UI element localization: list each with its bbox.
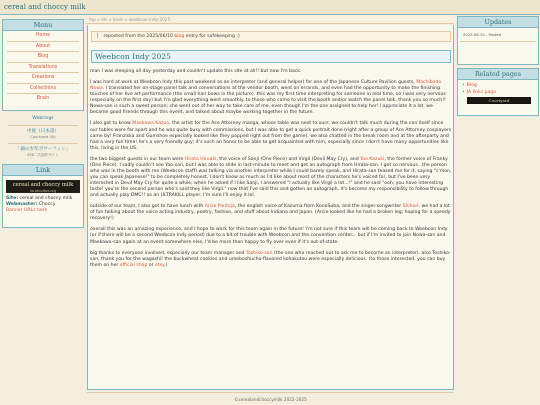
related-list [458, 80, 538, 96]
paragraph [90, 80, 452, 116]
menu-item-blog[interactable]: Blog [7, 52, 79, 63]
webmaster-label: Webmaster: [6, 201, 38, 207]
related-item-ja-links[interactable] [462, 89, 535, 96]
related-item-label[interactable]: Blog [466, 83, 477, 88]
post-body [90, 69, 452, 274]
link-panel [2, 164, 84, 228]
site-banner[interactable] [6, 180, 80, 193]
repost-mark-icon: ▏ [97, 34, 101, 39]
link-yao-kazuki[interactable]: Yao Kazuki [360, 156, 385, 162]
text: I also got to know [90, 121, 133, 127]
text: the two biggest guests in our team were [90, 156, 185, 162]
webmaster-value: Choccy [38, 201, 56, 207]
related-title: Related pages [458, 69, 538, 80]
link-maekawa-kazuo[interactable]: Maekawa Kazuo [132, 121, 170, 127]
paragraph [90, 251, 452, 269]
repost-prefix: reposted from the 2025/06/10 [103, 34, 175, 39]
related-panel [457, 68, 539, 116]
updates-title: Updates [458, 17, 538, 28]
site-value: cereal and choccy milk [19, 196, 73, 201]
text: , the english voice of Kazuma from KonoSuba, and the singer-songwriter [234, 204, 403, 210]
text: outside of our team, I also got to have lunch with [90, 204, 205, 210]
webring-link-courtyard[interactable]: 中庭（日本語） [26, 129, 60, 135]
post-title: Weebcon Indy 2025 [91, 50, 451, 63]
update-entry: 2025.06.10 - Posted [460, 28, 536, 42]
webrings-label[interactable]: Webrings [32, 116, 54, 121]
related-item-blog[interactable] [462, 82, 535, 89]
link-shihori[interactable]: Shihori [402, 204, 419, 210]
link-info [3, 193, 83, 214]
text: . we had a lot of fun talking about the voice acting industry, poetry, fashion, and stuff about Indiana and Japan. (Arcie looked like he had a broken leg; hoping for a speedy recovery!) [90, 204, 451, 222]
text: , the former voice of Franky (One Piece). I sadly couldn't see Yao-san, but I was able to slide in last-minute to meet and get an autograph from Hirata-san. I got so nervous...the person who was in the booth with me (Weebcon staff) was talking via another interpreter while I could barely speak, and Hirata-san teased me for it, saying "c'mon, you can speak Japanese!" to be completely honest, I don't know as much as I'd like about most of the characters he's voiced for, but I've been very interested in Devil May Cry for quite a while, when he asked if I like Sanji, I answered "I actually like Virgil a lot...!" and he said "ooh, you have interesting taste! you're the second person who's said they like Virgil." now that I've said this and gotten an autograph, it's become my responsibility to follow through and actually play DMC!! as an ULTRAKILL player, I'm sure I'll enjoy it lol. [90, 156, 452, 199]
menu-item-translations[interactable]: Translations [7, 63, 79, 74]
text: , the artist for the Ace Attorney manga, whose table was next to ours. we couldn't talk much during the con itself since our tables were far apart and he was quite busy with commissions, but I was able to get a quick portrait done (right after a group of Ace Attorney cosplayers came by! Franziska and Gumshoe especially looked like they popped right out from the game). we also chatted in the break room and at the afterparty and had a very fun time! he's a very friendly guy; it's such an honor to be able to get acquainted with him, especially since I don't have many opportunities like this, living in the US. [90, 121, 452, 151]
menu-panel [2, 19, 84, 111]
main-content [87, 25, 454, 390]
link-toshiko-san[interactable]: Toshiko-san [245, 250, 273, 256]
menu-item-about[interactable]: About [7, 42, 79, 53]
repost-suffix: entry for safekeeping :) [184, 34, 240, 39]
bullet-icon: • [462, 83, 465, 88]
bullet-icon: • [462, 90, 465, 95]
link-official-shop[interactable]: official shop [119, 262, 148, 268]
repost-blog-link[interactable]: blog [174, 34, 185, 39]
paragraph: man I was sleeping all day yesterday and couldn't update this site at all!! but now I'm back. [90, 69, 302, 74]
breadcrumb[interactable]: top » etc » brain » weebcon-indy-2025 [86, 15, 454, 24]
text: I was hard at work at Weebcon Indy this past weekend as an interpreter (and general helper) for one of the Japanese Culture Pavilion guests, [90, 80, 417, 86]
webring-sub-courtyard: Courtyard (JA) [30, 135, 56, 140]
footer: ©cerealandchoccymilk 2022-2025 [87, 392, 454, 405]
webring-link-fanfic[interactable]: 「錦の少年ポサーフィン」 [15, 146, 71, 152]
link-hirata-hiroaki[interactable]: Hirata Hiroaki [184, 156, 217, 162]
banner-sub: on neocities.org [30, 189, 56, 193]
paragraph [90, 157, 452, 199]
divider [8, 125, 78, 126]
link-etsy[interactable]: etsy [155, 262, 165, 268]
updates-panel [457, 16, 539, 65]
related-item-label[interactable]: JA links page [466, 90, 497, 95]
menu-title: Menu [3, 20, 83, 31]
paragraph [90, 121, 452, 151]
link-machibado-nowa[interactable]: Machibado Nowa [90, 80, 442, 92]
top-bar [0, 0, 540, 15]
text: , the voice of Sanji (One Piece) and Virgil (Devil May Cry), and [216, 156, 361, 162]
text: (the one who reached out to ask me to become an interpreter). also Toshiko-san, thank you for the wagashi! the buckwheat cookies and umeboshucha-flavored kohakutou were especially delicious. (to those interested, you can buy them on her [90, 250, 451, 268]
divider [8, 143, 78, 144]
menu-item-brain[interactable]: Brain [36, 96, 50, 101]
menu-item-home[interactable]: Home [7, 31, 79, 42]
paragraph [90, 204, 452, 222]
link-arcie-pantoja[interactable]: Arcie Pantoja [204, 204, 235, 210]
menu-item-collections[interactable]: Collections [7, 84, 79, 95]
text: big thanks to everyone involved, especially our team manager and [90, 250, 246, 256]
link-title: Link [3, 165, 83, 176]
webring-sub-fanfic: ATB二次創作サイト [27, 152, 59, 157]
paragraph: overall this was an amazing experience, and I hope to work for this team again in the future! I'm not sure if this team will be coming back to Weebcon Indy (or if there will be a second Weebcon Indy period) due to a bit of trouble with Weebcon and the convention center... but if I'm invited to join Nowa-san and Maekawa-san again at an event somewhere else, I'd be more than happy to fly over even if it's out-of-state. [90, 227, 448, 245]
related-banner[interactable]: Courtyard [467, 97, 531, 104]
text: .) [164, 262, 168, 268]
text: or [147, 262, 156, 268]
webrings-section [2, 113, 84, 158]
banner-text: cereal and choccy milk [12, 182, 74, 188]
text: . I translated her on-stage panel talk and conversations at the vendor booth, went on errands, and even had the opportunity to make the finishing touches of her live art performance (the small hair bows in the picture). this was my first time interpreting for someone in real time, so I was very nervous (especially on the first day) but I'm glad everything went smoothly. to those who came to visit the booth and/or watch the panel talk, thank you so much!! Nowa-san is such a sweet person; she went out of her way to take care of me, even though I'm the one assigned to help her! I appreciate it a lot. we became good friends through this event, and talked about maybe working together in the future. [90, 86, 446, 116]
site-label: Site: [6, 196, 19, 201]
repost-notice [91, 31, 451, 42]
site-title[interactable]: cereal and choccy milk [4, 3, 86, 11]
banner-urls-link[interactable]: Banner URLs here [6, 207, 48, 213]
menu-item-creations[interactable]: Creations [7, 73, 79, 84]
